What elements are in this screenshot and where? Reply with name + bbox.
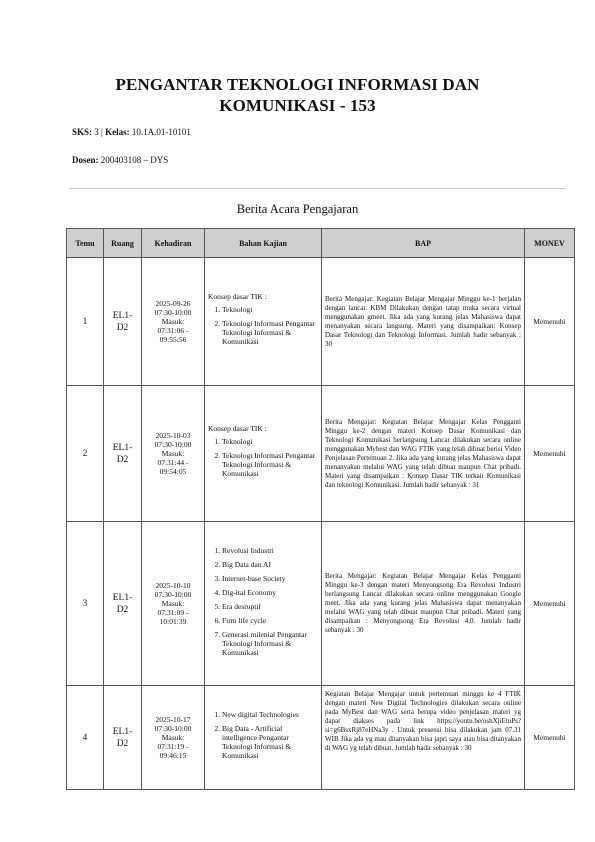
col-header-kehadiran: Kehadiran <box>142 229 205 258</box>
table-header-row <box>67 229 575 258</box>
table-row <box>67 522 575 686</box>
page-title: PENGANTAR TEKNOLOGI INFORMASI DAN KOMUNIKASI - 153 <box>115 75 480 115</box>
col-header-bap: BAP <box>322 229 525 258</box>
monev-cell: Memenuhi <box>525 258 575 386</box>
list-item: 2. Teknologi Informasi Pengantar Teknologi Informasi & Komunikasi <box>222 319 318 346</box>
col-header-bahan-kajian: Bahan Kajian <box>205 229 322 258</box>
bahan-kajian-heading: Konsep dasar TIK : <box>208 292 267 301</box>
bahan-kajian-list <box>208 546 318 657</box>
list-item: 1. New digital Technologies <box>222 710 318 719</box>
ruang-cell: EL1-D2 <box>104 258 142 386</box>
list-item: 1. Teknologi <box>222 437 318 446</box>
kelas-value: 10.1A.01-10101 <box>129 127 191 137</box>
dosen-label: Dosen: <box>72 155 99 165</box>
course-info <box>72 127 191 137</box>
table-row <box>67 686 575 790</box>
kehadiran-cell: 2025-09-26 07:30-10:00 Masuk: 07:31:06 - 09:55:56 <box>142 258 205 386</box>
list-item: 1. Revolusi Industri <box>222 546 318 555</box>
sks-label: SKS: <box>72 127 93 137</box>
ruang-cell: EL1-D2 <box>104 686 142 790</box>
kehadiran-cell: 2025-10-10 07:30-10:00 Masuk: 07:31:09 - 10:01:39 <box>142 522 205 686</box>
ruang-cell: EL1-D2 <box>104 522 142 686</box>
temu-cell: 4 <box>67 686 104 790</box>
list-item: 2. Big Data dan AI <box>222 560 318 569</box>
table-row <box>67 386 575 522</box>
lecturer-info <box>72 155 168 165</box>
ruang-cell: EL1-D2 <box>104 386 142 522</box>
bahan-kajian-list <box>208 305 318 346</box>
bahan-kajian-cell <box>205 686 322 790</box>
list-item: 3. Internet-base Society <box>222 574 318 583</box>
bap-cell: Berita Mengajar: Kegiatan Belajar Mengajar Minggu ke-1 berjalan dengan lancar. KBM Dilakukan dengan tatap muka secara virtual menggunakan gmeet. Jika ada yang kurang jelas Mahasiswa dapat menanyakan secara langsung. Materi yang disampaikan: Konsep Dasar Teknologi dan Teknologi Informasi. Jumlah hadir sebanyak : 30 <box>322 258 525 386</box>
col-header-monev: MONEV <box>525 229 575 258</box>
kehadiran-cell: 2025-10-17 07:30-10:00 Masuk: 07:31:19 - 09:46:15 <box>142 686 205 790</box>
section-title: Berita Acara Pengajaran <box>236 202 359 216</box>
list-item: 1. Teknologi <box>222 305 318 314</box>
col-header-ruang: Ruang <box>104 229 142 258</box>
teaching-report-table <box>66 228 575 790</box>
list-item: 7. Generasi milenial Pengantar Teknologi Informasi & Komunikasi <box>222 630 318 657</box>
bap-text-clipped: Kegiatan Belajar Mengajar untuk pertemuan minggu ke 4 FTIK dengan materi New Digital Technologies dilakukan secara online pada MyBest dan WAG serta berupa video penjelasan materi yg dapat diakses pada link https://youtu.be/oshXjiEtuPs?si=g6BsxRj87eHNa3y . Untuk presensi bisa dilakukan jam 07.31 WIB Jika ada yg mau ditanyakan bisa japri saya atau bisa ditanyakan di WAG yg telah dibuat. Jumlah hadir sebanyak : 30 <box>325 690 521 752</box>
table-row <box>67 258 575 386</box>
list-item: 2. Big Data - Artificial intelligence Pengantar Teknologi Informasi & Komunikasi <box>222 724 318 760</box>
bahan-kajian-heading: Konsep dasar TIK : <box>208 424 267 433</box>
bap-cell: Berita Mengajar: Kegiatan Belajar Mengajar Kelas Pengganti Minggu ke-2 dengan materi Konsep Dasar Komunikasi dan Teknologi Komunikasi berlangsung Lancar dilakukan secara online menggunakan Mybest dan WAG FTIK yang telah dibuat berisi Video Penjelasan Pertemuan 2. Jika ada yang kurang jelas Mahasiswa dapat menanyakan melalui WAG yang telah dibuat maupun Chat pribadi. Materi yang disampaikan : Konsep Dasar TIK terkait Komunikasi dan teknologi Komunikasi. Jumlah hadir sebanyak : 31 <box>322 386 525 522</box>
sks-value: 3 | <box>92 127 106 137</box>
dosen-value: 200403108 – DYS <box>98 155 169 165</box>
bahan-kajian-list <box>208 437 318 478</box>
bahan-kajian-list <box>208 710 318 760</box>
list-item: 5. Era desruptif <box>222 602 318 611</box>
temu-cell: 2 <box>67 386 104 522</box>
monev-cell: Memenuhi <box>525 522 575 686</box>
divider <box>70 188 566 189</box>
kehadiran-cell: 2025-10-03 07:30-10:00 Masuk: 07:31:44 - 09:54:05 <box>142 386 205 522</box>
monev-cell: Memenuhi <box>525 686 575 790</box>
temu-cell: 3 <box>67 522 104 686</box>
temu-cell: 1 <box>67 258 104 386</box>
col-header-temu: Temu <box>67 229 104 258</box>
list-item: 2. Teknologi Informasi Pengantar Teknologi Informasi & Komunikasi <box>222 451 318 478</box>
bahan-kajian-cell <box>205 258 322 386</box>
kelas-label: Kelas: <box>105 127 130 137</box>
bahan-kajian-cell <box>205 522 322 686</box>
bap-cell: Berita Mengajar: Kegiatan Belajar Mengajar Kelas Pengganti Minggu ke-3 dengan materi Menyongsong Era Revolusi Industri berlangsung Lancar dilakukan secara online menggunakan Google meet. Jika ada yang kurang jelas Mahasiswa dapat menanyakan melalui WAG yang telah dibuat maupun Chat pribadi. Materi yang disampaikan : Menyongsong Era Revolusi 4.0. Jumlah hadir sebanyak : 30 <box>322 522 525 686</box>
monev-cell: Memenuhi <box>525 386 575 522</box>
bahan-kajian-cell <box>205 386 322 522</box>
bap-cell <box>322 686 525 790</box>
list-item: 4. Dig-ital Economy <box>222 588 318 597</box>
list-item: 6. Firm life cycle <box>222 616 318 625</box>
